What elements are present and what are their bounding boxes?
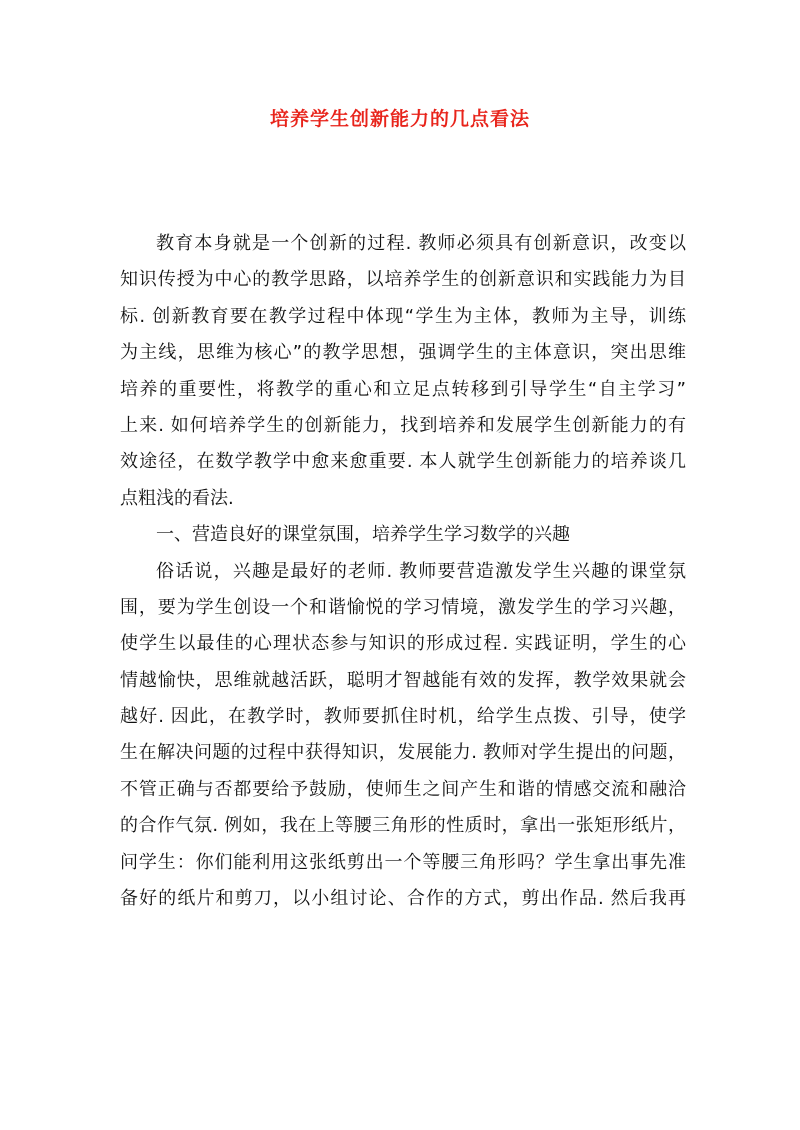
paragraph-line: 生在解决问题的过程中获得知识，发展能力. 教师对学生提出的问题，: [120, 742, 686, 764]
paragraph-line: 培养的重要性，将教学的重心和立足点转移到引导学生“自主学习”: [120, 378, 686, 400]
paragraph-line: 上来. 如何培养学生的创新能力，找到培养和发展学生创新能力的有: [120, 414, 686, 436]
section-heading: 一、营造良好的课堂氛围，培养学生学习数学的兴趣: [156, 524, 570, 546]
paragraph-line: 知识传授为中心的教学思路，以培养学生的创新意识和实践能力为目: [120, 269, 686, 291]
document-body: [120, 226, 686, 917]
document-title: 培养学生创新能力的几点看法: [269, 108, 530, 130]
paragraph-line: 使学生以最佳的心理状态参与知识的形成过程. 实践证明，学生的心: [120, 633, 686, 655]
paragraph-line: 俗话说，兴趣是最好的老师. 教师要营造激发学生兴趣的课堂氛: [156, 560, 686, 582]
paragraph-line: 教育本身就是一个创新的过程. 教师必须具有创新意识，改变以: [156, 233, 686, 254]
paragraph-line: 围，要为学生创设一个和谐愉悦的学习情境，激发学生的学习兴趣，: [120, 596, 686, 618]
paragraph-line: 点粗浅的看法.: [120, 487, 234, 509]
paragraph-line: 效途径，在数学教学中愈来愈重要. 本人就学生创新能力的培养谈几: [120, 451, 686, 473]
paragraph-line: 备好的纸片和剪刀，以小组讨论、合作的方式，剪出作品. 然后我再: [120, 888, 686, 910]
paragraph-line: 不管正确与否都要给予鼓励，使师生之间产生和谐的情感交流和融洽: [120, 778, 686, 800]
paragraph-line: 的合作气氛. 例如，我在上等腰三角形的性质时，拿出一张矩形纸片，: [120, 815, 686, 837]
paragraph-line: 越好. 因此，在教学时，教师要抓住时机，给学生点拨、引导，使学: [120, 706, 686, 728]
paragraph-line: 问学生：你们能利用这张纸剪出一个等腰三角形吗？学生拿出事先准: [120, 851, 686, 873]
paragraph-line: 情越愉快，思维就越活跃，聪明才智越能有效的发挥，教学效果就会: [120, 669, 686, 691]
paragraph-line: 为主线，思维为核心”的教学思想，强调学生的主体意识，突出思维: [120, 342, 686, 364]
paragraph-line: 标. 创新教育要在教学过程中体现“学生为主体，教师为主导，训练: [120, 305, 686, 327]
